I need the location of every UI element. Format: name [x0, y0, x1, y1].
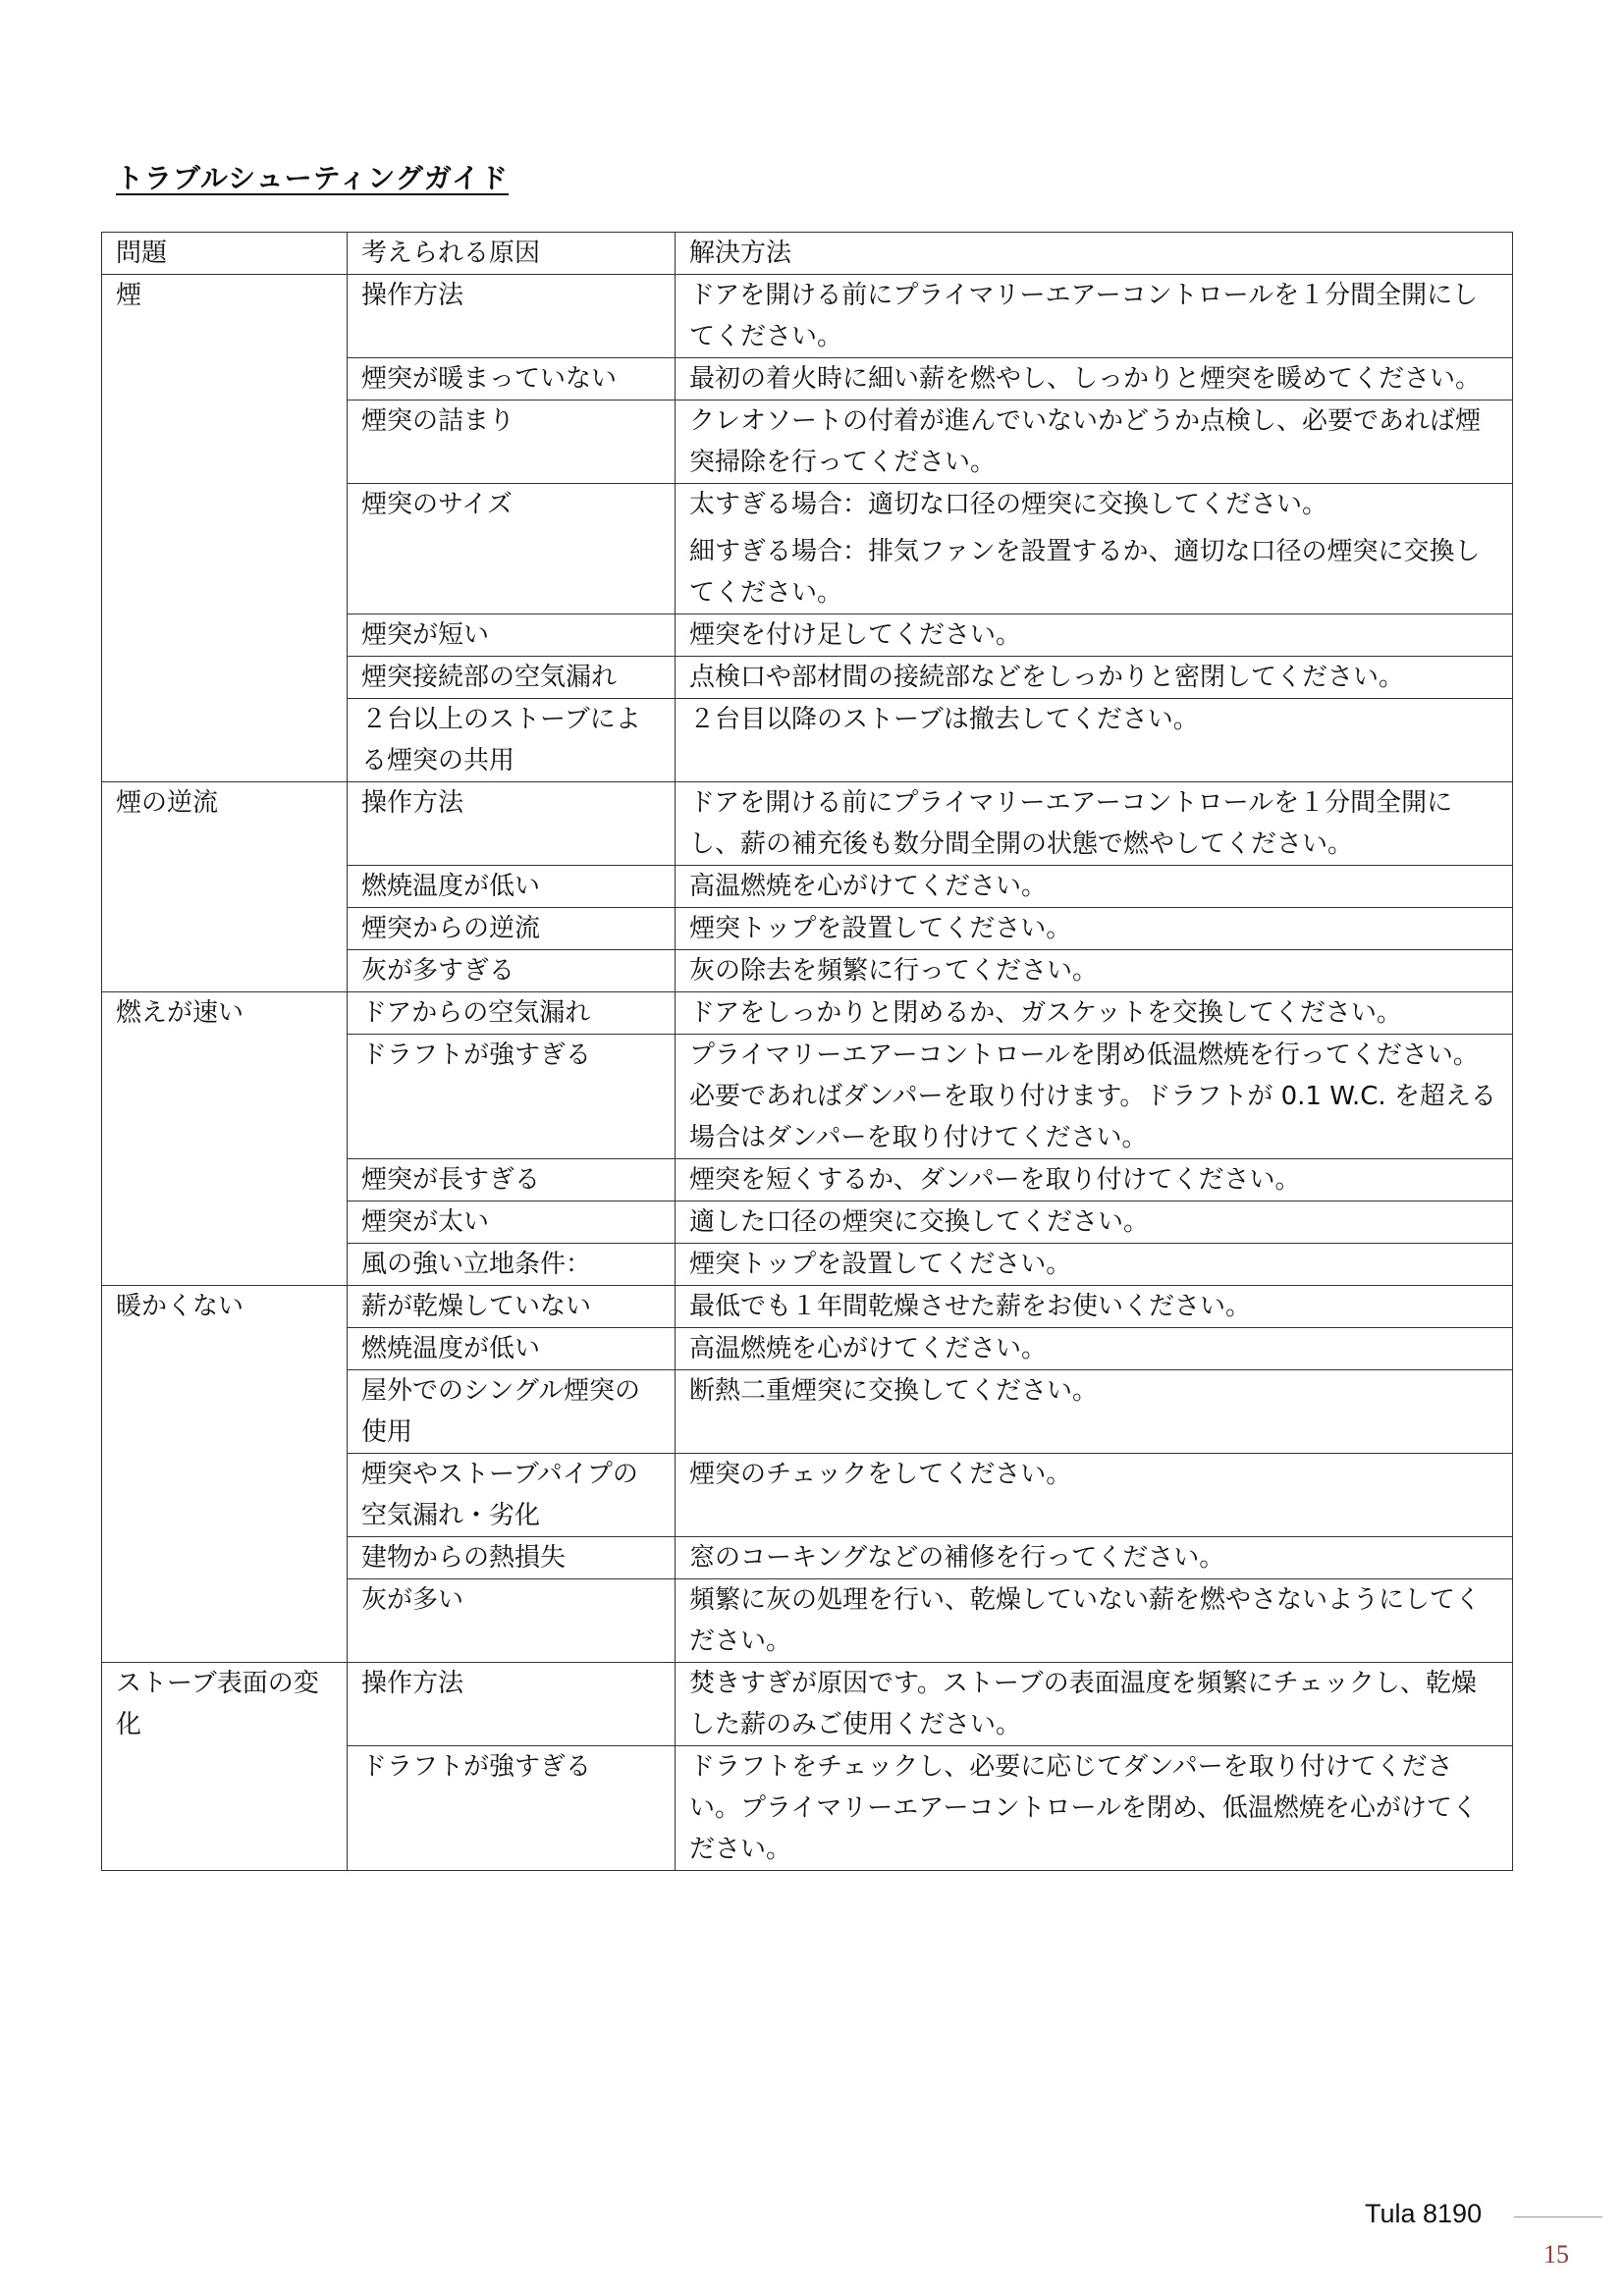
- cause-cell: 煙突のサイズ: [348, 484, 676, 614]
- solution-cell: [676, 400, 1513, 484]
- solution-text: 高温燃焼を心がけてください。: [689, 1334, 1048, 1363]
- solution-cell: [676, 1201, 1513, 1244]
- solution-text: ドアを開ける前にプライマリーエアーコントロールを１分間全開にし、薪の補充後も数分間全開の状態で燃やしてください。: [689, 788, 1453, 859]
- solution-cell: [676, 1159, 1513, 1201]
- solution-cell: [676, 1328, 1513, 1370]
- cause-cell: 煙突接続部の空気漏れ: [348, 657, 676, 699]
- solution-text: 頻繁に灰の処理を行い、乾燥していない薪を燃やさないようにしてください。: [689, 1585, 1482, 1656]
- solution-text: 窓のコーキングなどの補修を行ってください。: [689, 1543, 1225, 1573]
- solution-cell: [676, 1579, 1513, 1663]
- solution-text: ドアを開ける前にプライマリーエアーコントロールを１分間全開にしてください。: [689, 281, 1479, 351]
- cause-cell: 操作方法: [348, 275, 676, 358]
- solution-text: クレオソートの付着が進んでいないかどうか点検し、必要であれば煙突掃除を行ってください。: [689, 406, 1482, 477]
- cause-cell: 建物からの熱損失: [348, 1537, 676, 1579]
- solution-cell: [676, 992, 1513, 1035]
- solution-cell: [676, 275, 1513, 358]
- solution-cell: [676, 484, 1513, 614]
- header-problem: 問題: [102, 233, 348, 275]
- solution-text: プライマリーエアーコントロールを閉め低温燃焼を行ってください。必要であればダンパーを取り付けます。ドラフトが 0.1 W.C. を超える場合はダンパーを取り付けてください。: [689, 1041, 1496, 1152]
- solution-cell: [676, 657, 1513, 699]
- solution-text: ドアをしっかりと閉めるか、ガスケットを交換してください。: [689, 998, 1402, 1028]
- cause-cell: 煙突やストーブパイプの空気漏れ・劣化: [348, 1454, 676, 1537]
- table-row: [102, 782, 1513, 866]
- solution-cell: [676, 950, 1513, 992]
- solution-text: 断熱二重煙突に交換してください。: [689, 1376, 1099, 1406]
- cause-cell: 屋外でのシングル煙突の使用: [348, 1370, 676, 1454]
- solution-text: 煙突のチェックをしてください。: [689, 1460, 1072, 1489]
- solution-text: 適した口径の煙突に交換してください。: [689, 1207, 1150, 1237]
- cause-cell: ドラフトが強すぎる: [348, 1746, 676, 1871]
- solution-cell: [676, 1370, 1513, 1454]
- solution-cell: [676, 908, 1513, 950]
- cause-cell: 煙突からの逆流: [348, 908, 676, 950]
- problem-cell: 暖かくない: [102, 1286, 348, 1663]
- page-title: トラブルシューティングガイド: [116, 162, 509, 194]
- solution-cell: [676, 782, 1513, 866]
- cause-cell: 燃焼温度が低い: [348, 1328, 676, 1370]
- cause-cell: 灰が多い: [348, 1579, 676, 1663]
- cause-cell: 操作方法: [348, 782, 676, 866]
- problem-cell: ストーブ表面の変化: [102, 1663, 348, 1871]
- cause-cell: 煙突が短い: [348, 614, 676, 657]
- cause-cell: 煙突が太い: [348, 1201, 676, 1244]
- solution-cell: [676, 1035, 1513, 1159]
- solution-cell: [676, 358, 1513, 400]
- table-row: [102, 275, 1513, 358]
- solution-cell: [676, 699, 1513, 782]
- solution-cell: [676, 1537, 1513, 1579]
- header-cause: 考えられる原因: [348, 233, 676, 275]
- solution-text: 煙突を短くするか、ダンパーを取り付けてください。: [689, 1165, 1301, 1195]
- table-row: [102, 992, 1513, 1035]
- problem-cell: 燃えが速い: [102, 992, 348, 1286]
- solution-text: 煙突トップを設置してください。: [689, 1250, 1072, 1279]
- table-header-row: [102, 233, 1513, 275]
- footer-model-name: Tula 8190: [1365, 2199, 1483, 2228]
- cause-cell: 操作方法: [348, 1663, 676, 1746]
- solution-text: 高温燃焼を心がけてください。: [689, 872, 1048, 901]
- cause-cell: ２台以上のストーブによる煙突の共用: [348, 699, 676, 782]
- solution-text: 太すぎる場合：適切な口径の煙突に交換してください。: [689, 490, 1328, 519]
- solution-text: 細すぎる場合：排気ファンを設置するか、適切な口径の煙突に交換してください。: [689, 537, 1481, 608]
- cause-cell: 風の強い立地条件：: [348, 1244, 676, 1286]
- solution-cell: [676, 866, 1513, 908]
- header-solution: 解決方法: [676, 233, 1513, 275]
- troubleshooting-table: [101, 232, 1513, 1871]
- page-number: 15: [1543, 2240, 1569, 2269]
- solution-text: 灰の除去を頻繁に行ってください。: [689, 956, 1099, 986]
- cause-cell: 灰が多すぎる: [348, 950, 676, 992]
- solution-cell: [676, 614, 1513, 657]
- cause-cell: 煙突の詰まり: [348, 400, 676, 484]
- solution-cell: [676, 1454, 1513, 1537]
- cause-cell: ドラフトが強すぎる: [348, 1035, 676, 1159]
- problem-cell: 煙の逆流: [102, 782, 348, 992]
- solution-text: 煙突を付け足してください。: [689, 620, 1022, 650]
- solution-cell: [676, 1244, 1513, 1286]
- cause-cell: 煙突が暖まっていない: [348, 358, 676, 400]
- table-row: [102, 1286, 1513, 1328]
- cause-cell: 煙突が長すぎる: [348, 1159, 676, 1201]
- solution-cell: [676, 1663, 1513, 1746]
- cause-cell: ドアからの空気漏れ: [348, 992, 676, 1035]
- solution-text: 煙突トップを設置してください。: [689, 914, 1072, 943]
- solution-cell: [676, 1286, 1513, 1328]
- cause-cell: 薪が乾燥していない: [348, 1286, 676, 1328]
- solution-cell: [676, 1746, 1513, 1871]
- solution-text: 最初の着火時に細い薪を燃やし、しっかりと煙突を暖めてください。: [689, 364, 1482, 394]
- solution-text: ２台目以降のストーブは撤去してください。: [689, 705, 1199, 734]
- footer-divider: [1514, 2216, 1602, 2217]
- problem-cell: 煙: [102, 275, 348, 782]
- solution-text: ドラフトをチェックし、必要に応じてダンパーを取り付けてください。プライマリーエアーコントロールを閉め、低温燃焼を心がけてください。: [689, 1752, 1478, 1864]
- table-row: [102, 1663, 1513, 1746]
- cause-cell: 燃焼温度が低い: [348, 866, 676, 908]
- solution-text: 最低でも１年間乾燥させた薪をお使いください。: [689, 1292, 1252, 1321]
- solution-text: 焚きすぎが原因です。ストーブの表面温度を頻繁にチェックし、乾燥した薪のみご使用ください。: [689, 1669, 1477, 1739]
- solution-text: 点検口や部材間の接続部などをしっかりと密閉してください。: [689, 663, 1405, 692]
